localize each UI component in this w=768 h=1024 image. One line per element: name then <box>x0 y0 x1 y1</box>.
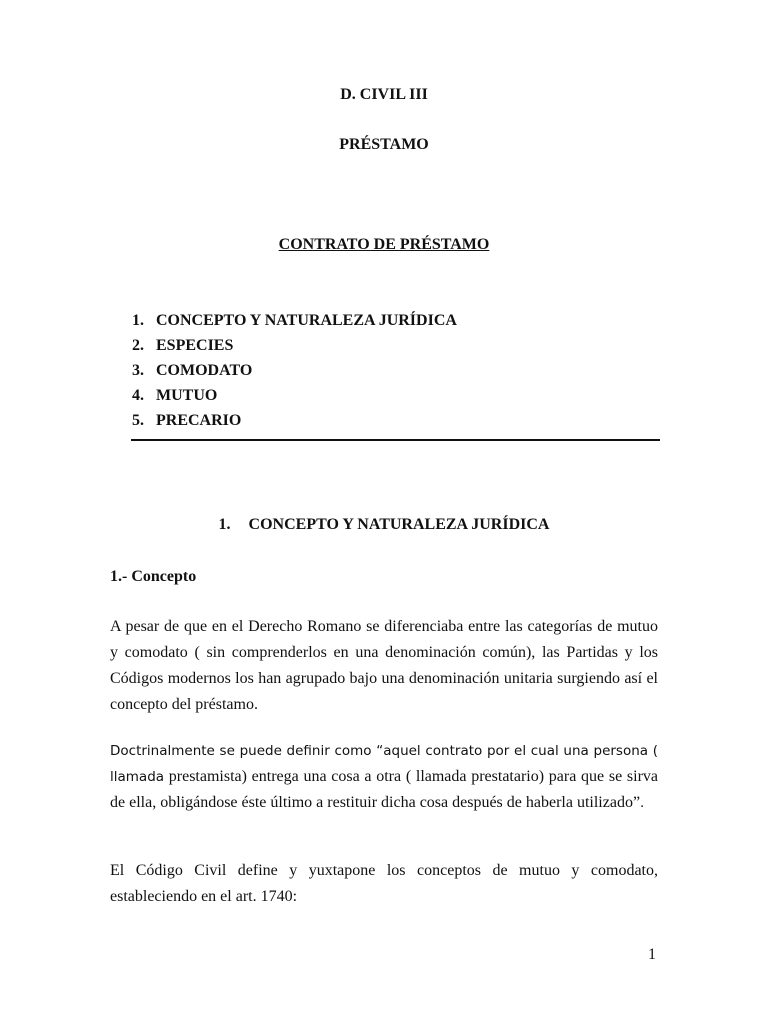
subsection-heading: 1.- Concepto <box>110 568 197 585</box>
toc-item-label: COMODATO <box>156 362 253 379</box>
paragraph-intro: A pesar de que en el Derecho Romano se diferenciaba entre las categorías de mutuo y comodato ( sin comprenderlos en una denominación común), las Partidas y los Códigos modernos los han agrupado bajo una denominación unitaria surgiendo así el concepto del préstamo. <box>110 618 658 713</box>
toc-item-label: ESPECIES <box>156 337 234 354</box>
toc-item <box>132 361 457 386</box>
section-heading-number: 1. <box>218 516 231 533</box>
page-number: 1 <box>648 946 656 963</box>
toc-item <box>132 336 457 361</box>
section-heading <box>0 516 768 534</box>
paragraph-civil-code: El Código Civil define y yuxtapone los conceptos de mutuo y comodato, estableciendo en el art. 1740: <box>110 862 658 905</box>
document-title: CONTRATO DE PRÉSTAMO <box>278 236 490 253</box>
paragraph-definition <box>110 738 658 816</box>
toc-item-number: 5. <box>132 412 144 429</box>
toc-item-label: MUTUO <box>156 387 218 404</box>
course-title: D. CIVIL III <box>340 86 428 103</box>
toc-item <box>132 411 457 436</box>
toc-divider <box>131 439 660 441</box>
section-heading-label: CONCEPTO Y NATURALEZA JURÍDICA <box>248 516 550 533</box>
toc-item <box>132 386 457 411</box>
definition-quote-rest: prestamista) entrega una cosa a otra ( llamada prestatario) para que se sirva de ella, obligándose éste último a restituir dicha cosa después de haberla utilizado” <box>110 768 658 811</box>
definition-quote-start: Doctrinalmente se puede definir como “aquel contrato por el cual una persona ( llamada <box>110 743 658 785</box>
toc-item-number: 2. <box>132 337 144 354</box>
definition-end-period: . <box>640 795 645 811</box>
toc-item-number: 1. <box>132 312 144 329</box>
toc-item-number: 3. <box>132 362 144 379</box>
toc-item-label: CONCEPTO Y NATURALEZA JURÍDICA <box>156 312 457 329</box>
toc-item-number: 4. <box>132 387 144 404</box>
subject-title: PRÉSTAMO <box>339 136 429 153</box>
table-of-contents <box>132 311 457 436</box>
toc-item-label: PRECARIO <box>156 412 242 429</box>
toc-item <box>132 311 457 336</box>
